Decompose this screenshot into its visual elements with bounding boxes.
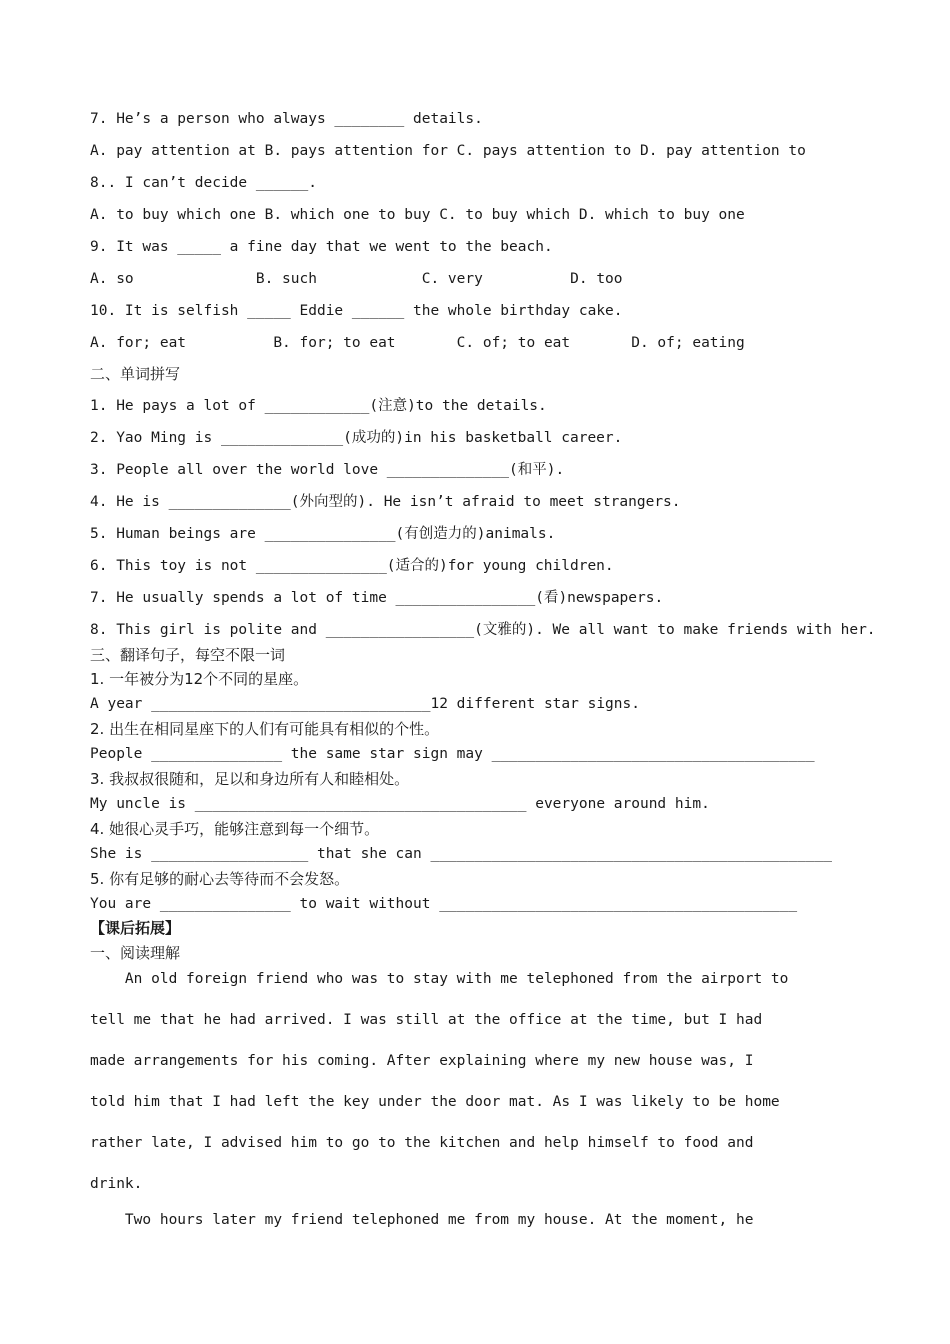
- translation-heading: 三、翻译句子，每空不限一词: [90, 646, 286, 664]
- spelling-item: 7. He usually spends a lot of time ________________(看)newspapers.: [90, 590, 664, 606]
- translation-english: She is __________________ that she can ______________________________________________: [90, 846, 833, 862]
- extension-title: 【课后拓展】: [90, 919, 181, 937]
- spelling-heading: 二、单词拼写: [90, 365, 181, 383]
- translation-chinese: 2. 出生在相同星座下的人们有可能具有相似的个性。: [90, 720, 440, 738]
- translation-chinese: 5. 你有足够的耐心去等待而不会发怒。: [90, 870, 350, 888]
- spelling-item: 4. He is ______________(外向型的). He isn’t afraid to meet strangers.: [90, 494, 681, 510]
- paragraph-line: told him that I had left the key under the door mat. As I was likely to be home: [90, 1094, 780, 1110]
- translation-chinese: 3. 我叔叔很随和，足以和身边所有人和睦相处。: [90, 770, 410, 788]
- spelling-item: 6. This toy is not _______________(适合的)for young children.: [90, 558, 614, 574]
- mc-question-8: 8.. I can’t decide ______.: [90, 175, 317, 191]
- paragraph-line: drink.: [90, 1176, 143, 1192]
- reading-paragraph-2: [90, 1210, 780, 1251]
- spelling-item: 5. Human beings are _______________(有创造力的)animals.: [90, 526, 556, 542]
- mc-options-9: A. so B. such C. very D. too: [90, 271, 623, 287]
- reading-heading: 一、阅读理解: [90, 944, 181, 962]
- spelling-item: 1. He pays a lot of ____________(注意)to the details.: [90, 398, 547, 414]
- mc-options-10: A. for; eat B. for; to eat C. of; to eat D. of; eating: [90, 335, 745, 351]
- spelling-item: 3. People all over the world love ______________(和平).: [90, 462, 565, 478]
- mc-options-7: A. pay attention at B. pays attention for C. pays attention to D. pay attention to: [90, 143, 806, 159]
- translation-chinese: 1. 一年被分为12个不同的星座。: [90, 670, 309, 688]
- mc-question-10: 10. It is selfish _____ Eddie ______ the whole birthday cake.: [90, 303, 623, 319]
- mc-question-9: 9. It was _____ a fine day that we went to the beach.: [90, 239, 553, 255]
- mc-options-8: A. to buy which one B. which one to buy C. to buy which D. which to buy one: [90, 207, 745, 223]
- paragraph-line: tell me that he had arrived. I was still at the office at the time, but I had: [90, 1012, 763, 1028]
- translation-english: People _______________ the same star sign may _____________________________________: [90, 746, 815, 762]
- translation-english: You are _______________ to wait without _________________________________________: [90, 896, 798, 912]
- mc-question-7: 7. He’s a person who always ________ details.: [90, 111, 483, 127]
- paragraph-line: rather late, I advised him to go to the kitchen and help himself to food and: [90, 1135, 754, 1151]
- reading-paragraph-1: [90, 969, 789, 1210]
- spelling-item: 8. This girl is polite and _________________(文雅的). We all want to make friends with her.: [90, 622, 876, 638]
- paragraph-line: made arrangements for his coming. After explaining where my new house was, I: [90, 1053, 754, 1069]
- translation-english: My uncle is ______________________________________ everyone around him.: [90, 796, 710, 812]
- paragraph-line: An old foreign friend who was to stay with me telephoned from the airport to: [90, 971, 789, 987]
- paragraph-line: Two hours later my friend telephoned me from my house. At the moment, he: [90, 1212, 754, 1228]
- spelling-item: 2. Yao Ming is ______________(成功的)in his basketball career.: [90, 430, 623, 446]
- translation-english: A year ________________________________12 different star signs.: [90, 696, 640, 712]
- translation-chinese: 4. 她很心灵手巧，能够注意到每一个细节。: [90, 820, 380, 838]
